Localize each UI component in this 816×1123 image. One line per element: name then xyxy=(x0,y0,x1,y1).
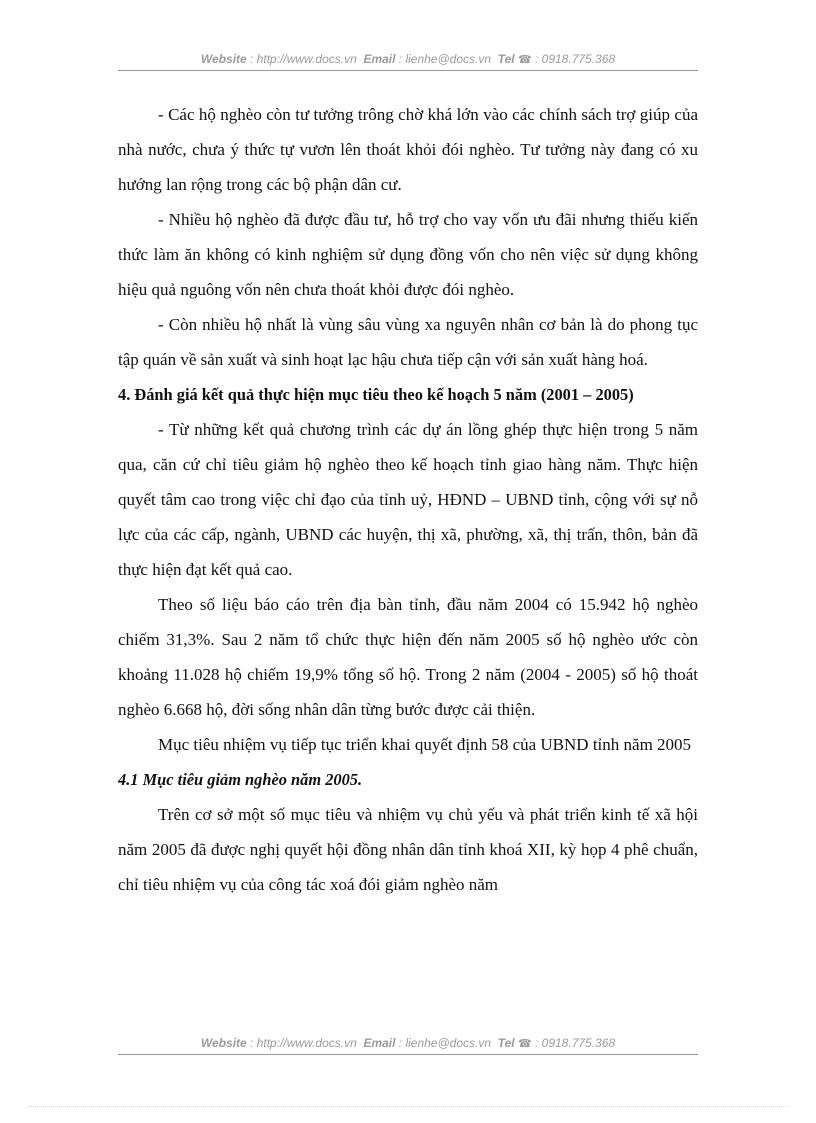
header-email-value: : lienhe@docs.vn xyxy=(395,52,495,66)
footer-tel-label: Tel xyxy=(497,1036,515,1050)
header-tel-label: Tel xyxy=(497,52,515,66)
section-heading-4-1: 4.1 Mục tiêu giảm nghèo năm 2005. xyxy=(118,770,363,789)
header-email-label: Email xyxy=(363,52,396,66)
phone-icon: ☎ xyxy=(517,54,532,66)
paragraph-7: Trên cơ sở một số mục tiêu và nhiệm vụ chủ yếu và phát triển kinh tế xã hội năm 2005 đã được nghị quyết hội đồng nhân dân tỉnh khoá XII, kỳ họp 4 phê chuẩn, chỉ tiêu nhiệm vụ của công tác xoá đói giảm nghèo năm xyxy=(118,805,698,894)
paragraph-1: - Các hộ nghèo còn tư tưởng trông chờ khá lớn vào các chính sách trợ giúp của nhà nước, chưa ý thức tự vươn lên thoát khỏi đói nghèo. Tư tưởng này đang có xu hướng lan rộng trong các bộ phận dân cư. xyxy=(118,105,698,194)
header-website-label: Website xyxy=(200,52,247,66)
phone-icon: ☎ xyxy=(517,1038,532,1050)
paragraph-4: - Từ những kết quả chương trình các dự án lồng ghép thực hiện trong 5 năm qua, căn cứ chỉ tiêu giảm hộ nghèo theo kế hoạch tỉnh giao hàng năm. Thực hiện quyết tâm cao trong việc chỉ đạo của tỉnh uỷ, HĐND – UBND tỉnh, cộng với sự nỗ lực của các cấp, ngành, UBND các huyện, thị xã, phường, xã, thị trấn, thôn, bản đã thực hiện đạt kết quả cao. xyxy=(118,420,698,579)
footer-tel-value: : 0918.775.368 xyxy=(531,1036,616,1050)
document-body xyxy=(118,97,698,902)
paragraph-6: Mục tiêu nhiệm vụ tiếp tục triển khai quyết định 58 của UBND tỉnh năm 2005 xyxy=(158,735,692,754)
header-divider xyxy=(118,70,698,71)
page-edge-divider xyxy=(28,1106,788,1107)
section-heading-4: 4. Đánh giá kết quả thực hiện mục tiêu theo kế hoạch 5 năm (2001 – 2005) xyxy=(118,385,634,404)
paragraph-2: - Nhiều hộ nghèo đã được đầu tư, hỗ trợ cho vay vốn ưu đãi nhưng thiếu kiến thức làm ăn không có kinh nghiệm sử dụng đồng vốn cho nên việc sử dụng không hiệu quả nguông vốn nên chưa thoát khỏi được đói nghèo. xyxy=(118,210,698,299)
footer-website-value: : http://www.docs.vn xyxy=(246,1036,361,1050)
footer-divider xyxy=(118,1054,698,1055)
paragraph-3: - Còn nhiều hộ nhất là vùng sâu vùng xa nguyên nhân cơ bản là do phong tục tập quán về sản xuất và sinh hoạt lạc hậu chưa tiếp cận với sản xuất hàng hoá. xyxy=(118,315,698,369)
header-tel-value: : 0918.775.368 xyxy=(531,52,616,66)
footer-website-label: Website xyxy=(200,1036,247,1050)
paragraph-5: Theo số liệu báo cáo trên địa bàn tỉnh, đầu năm 2004 có 15.942 hộ nghèo chiếm 31,3%. Sau 2 năm tổ chức thực hiện đến năm 2005 số hộ nghèo ước còn khoảng 11.028 hộ chiếm 19,9% tổng số hộ. Trong 2 năm (2004 - 2005) số hộ thoát nghèo 6.668 hộ, đời sống nhân dân từng bước được cải thiện. xyxy=(118,595,698,719)
footer-email-value: : lienhe@docs.vn xyxy=(395,1036,495,1050)
header-website-value: : http://www.docs.vn xyxy=(246,52,361,66)
page-header xyxy=(118,52,698,66)
footer-email-label: Email xyxy=(363,1036,396,1050)
page-footer xyxy=(118,1036,698,1050)
